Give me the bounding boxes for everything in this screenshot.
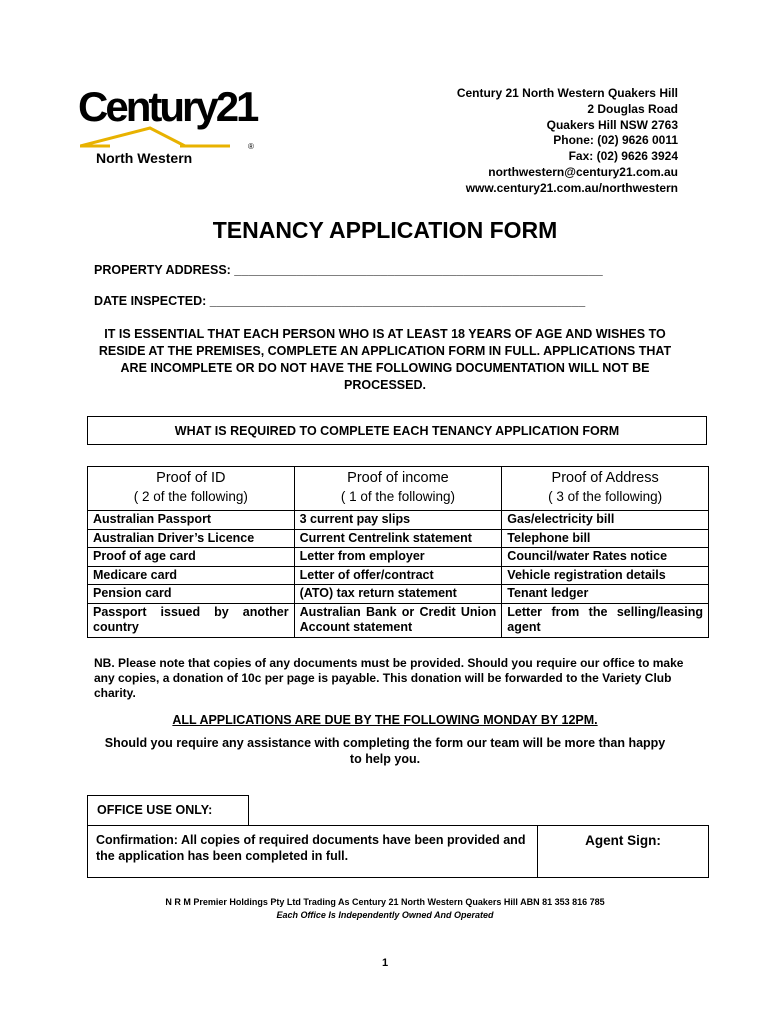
assistance-note: Should you require any assistance with completing the form our team will be more than happy to help you. <box>104 736 666 766</box>
column-subtitle: ( 2 of the following) <box>133 489 248 504</box>
table-cell: Proof of age card <box>88 548 295 567</box>
column-header-proof-of-id <box>88 467 295 511</box>
century21-logo <box>78 84 258 172</box>
table-cell: (ATO) tax return statement <box>294 585 502 604</box>
column-subtitle: ( 1 of the following) <box>340 489 455 504</box>
logo-brand-text: Century21 <box>78 83 257 130</box>
table-cell: Australian Driver’s Licence <box>88 529 295 548</box>
table-header-row <box>88 467 709 511</box>
copies-note: NB. Please note that copies of any documents must be provided. Should you require our office to make any copies, a donation of 10c per page is payable. This donation will be forwarded to the Variety Club charity. <box>94 656 684 700</box>
table-cell: Telephone bill <box>502 529 709 548</box>
office-use-label: OFFICE USE ONLY: <box>87 795 249 825</box>
column-title: Proof of income <box>347 470 449 486</box>
table-row <box>88 548 709 567</box>
table-cell: Pension card <box>88 585 295 604</box>
table-cell: Council/water Rates notice <box>502 548 709 567</box>
table-cell: Medicare card <box>88 566 295 585</box>
logo-subtitle: North Western <box>96 150 193 166</box>
table-cell: Tenant ledger <box>502 585 709 604</box>
column-header-proof-of-income <box>294 467 502 511</box>
office-name: Century 21 North Western Quakers Hill <box>456 86 678 100</box>
column-header-proof-of-address <box>502 467 709 511</box>
property-address-field[interactable]: PROPERTY ADDRESS: _____________________________________________________ <box>94 263 603 277</box>
office-use-box <box>87 825 709 878</box>
office-confirmation-text: Confirmation: All copies of required documents have been provided and the application has been completed in full. <box>88 826 538 877</box>
table-cell: Australian Passport <box>88 511 295 530</box>
table-cell: Vehicle registration details <box>502 566 709 585</box>
table-cell: Letter of offer/contract <box>294 566 502 585</box>
table-cell: Letter from employer <box>294 548 502 567</box>
office-street: 2 Douglas Road <box>587 101 678 116</box>
form-title: TENANCY APPLICATION FORM <box>212 217 558 243</box>
column-title: Proof of ID <box>156 470 226 486</box>
agent-sign-field[interactable]: Agent Sign: <box>585 833 661 848</box>
essential-notice: IT IS ESSENTIAL THAT EACH PERSON WHO IS AT LEAST 18 YEARS OF AGE AND WISHES TO RESIDE AT THE PREMISES, COMPLETE AN APPLICATION FORM IN FULL. APPLICATIONS THAT ARE INCOMPLETE OR DO NOT HAVE THE FOLLOWING DOCUMENTATION WILL NOT BE PROCESSED. <box>98 327 672 392</box>
office-fax: Fax: (02) 9626 3924 <box>568 149 678 164</box>
logo-registered-mark: ® <box>248 142 254 151</box>
page-number: 1 <box>381 957 389 969</box>
table-row <box>88 566 709 585</box>
office-email: northwestern@century21.com.au <box>488 164 678 179</box>
office-website: www.century21.com.au/northwestern <box>465 180 678 195</box>
due-date-notice: ALL APPLICATIONS ARE DUE BY THE FOLLOWING MONDAY BY 12PM. <box>172 713 598 727</box>
table-cell: Passport issued by another country <box>88 603 295 637</box>
column-subtitle: ( 3 of the following) <box>548 489 663 504</box>
table-row <box>88 603 709 637</box>
table-cell: Australian Bank or Credit Union Account statement <box>294 603 502 637</box>
table-row <box>88 585 709 604</box>
requirements-heading: WHAT IS REQUIRED TO COMPLETE EACH TENANCY APPLICATION FORM <box>87 416 707 445</box>
table-cell: 3 current pay slips <box>294 511 502 530</box>
office-phone: Phone: (02) 9626 0011 <box>553 133 678 148</box>
table-row <box>88 511 709 530</box>
table-cell: Letter from the selling/leasing agent <box>502 603 709 637</box>
office-suburb: Quakers Hill NSW 2763 <box>546 117 678 132</box>
table-cell: Gas/electricity bill <box>502 511 709 530</box>
table-row <box>88 529 709 548</box>
office-contact-block <box>457 86 678 197</box>
required-documents-table <box>87 466 709 638</box>
date-inspected-field[interactable]: DATE INSPECTED: ______________________________________________________ <box>94 294 586 308</box>
table-cell: Current Centrelink statement <box>294 529 502 548</box>
footer-disclaimer: Each Office Is Independently Owned And Operated <box>276 910 494 920</box>
column-title: Proof of Address <box>551 470 659 486</box>
footer-company: N R M Premier Holdings Pty Ltd Trading As Century 21 North Western Quakers Hill ABN 81 353 816 785 <box>165 897 605 907</box>
